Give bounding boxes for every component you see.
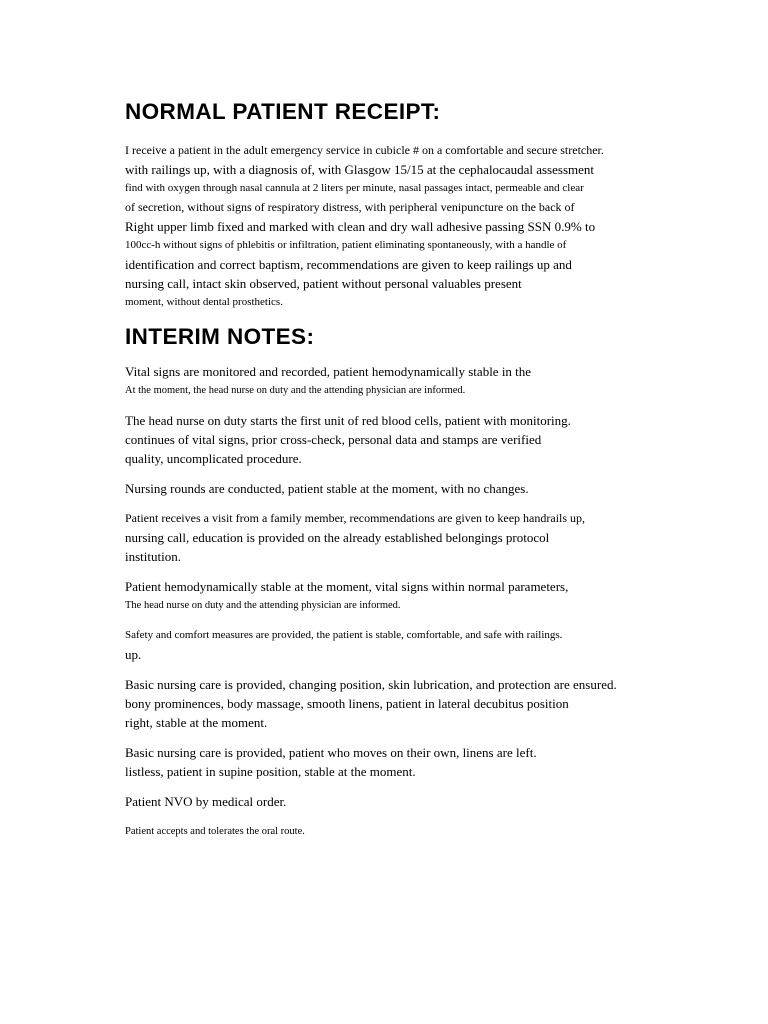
note-line: continues of vital signs, prior cross-check, personal data and stamps are verified [125,432,542,447]
note-line: Nursing rounds are conducted, patient stable at the moment, with no changes. [125,481,529,496]
note-line: right, stable at the moment. [125,715,268,730]
interim-note [125,362,668,400]
note-line: At the moment, the head nurse on duty and the attending physician are informed. [125,385,466,396]
note-line: Patient hemodynamically stable at the moment, vital signs within normal parameters, [125,579,569,594]
interim-note [125,792,668,811]
interim-note [125,675,668,732]
note-line: Basic nursing care is provided, changing position, skin lubrication, and protection are ensured. [125,677,617,692]
note-line: nursing call, education is provided on the already established belongings protocol [125,530,550,545]
interim-note [125,626,668,664]
note-line: Safety and comfort measures are provided, the patient is stable, comfortable, and safe with railings. [125,629,563,641]
receipt-line: with railings up, with a diagnosis of, with Glasgow 15/15 at the cephalocaudal assessment [125,162,594,177]
interim-note [125,411,668,468]
receipt-line: moment, without dental prosthetics. [125,296,283,308]
interim-note [125,509,668,566]
interim-note [125,479,668,498]
receipt-line: of secretion, without signs of respiratory distress, with peripheral venipuncture on the back of [125,200,575,214]
receipt-line: nursing call, intact skin observed, patient without personal valuables present [125,276,522,291]
receipt-line: I receive a patient in the adult emergency service in cubicle # on a comfortable and secure stretcher. [125,143,604,157]
interim-note [125,577,668,615]
note-line: quality, uncomplicated procedure. [125,451,302,466]
note-line: Vital signs are monitored and recorded, patient hemodynamically stable in the [125,364,532,379]
interim-heading: INTERIM NOTES: [125,324,315,349]
interim-note [125,822,668,841]
note-line: The head nurse on duty and the attending physician are informed. [125,600,401,611]
receipt-line: 100cc-h without signs of phlebitis or infiltration, patient eliminating spontaneously, with a handle of [125,239,567,251]
note-line: institution. [125,549,181,564]
note-line: bony prominences, body massage, smooth linens, patient in lateral decubitus position [125,696,569,711]
interim-note [125,743,668,781]
note-line: Patient accepts and tolerates the oral route. [125,826,305,837]
interim-notes [125,362,668,841]
note-line: Patient receives a visit from a family member, recommendations are given to keep handrails up, [125,511,586,525]
receipt-line: Right upper limb fixed and marked with clean and dry wall adhesive passing SSN 0.9% to [125,219,596,234]
note-line: Patient NVO by medical order. [125,794,287,809]
receipt-paragraph [125,141,668,312]
note-line: Basic nursing care is provided, patient who moves on their own, linens are left. [125,745,537,760]
note-line: The head nurse on duty starts the first unit of red blood cells, patient with monitoring. [125,413,571,428]
receipt-line: find with oxygen through nasal cannula at 2 liters per minute, nasal passages intact, permeable and clear [125,182,584,194]
receipt-line: identification and correct baptism, recommendations are given to keep railings up and [125,257,572,272]
note-line: up. [125,647,142,662]
note-line: listless, patient in supine position, stable at the moment. [125,764,416,779]
receipt-heading: NORMAL PATIENT RECEIPT: [125,99,441,124]
